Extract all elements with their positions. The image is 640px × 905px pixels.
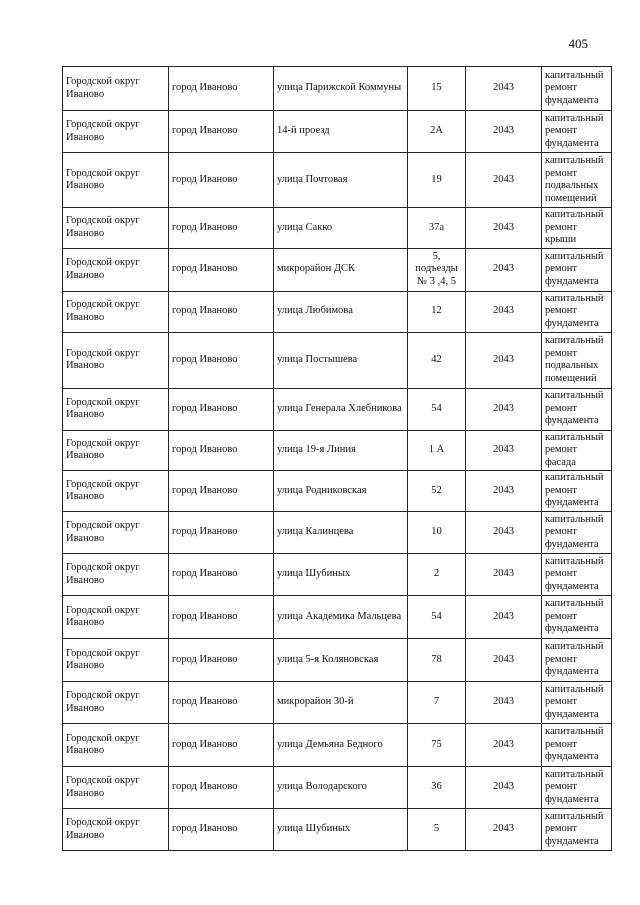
year-cell: 2043 — [466, 596, 542, 639]
table-row — [63, 554, 612, 596]
city-cell: город Иваново — [169, 639, 274, 682]
year-cell: 2043 — [466, 332, 542, 388]
street-cell: микрорайон ДСК — [274, 248, 408, 291]
street-cell: улица Шубиных — [274, 554, 408, 596]
work-type-cell: капитальный ремонт фундамента — [542, 512, 612, 554]
municipality-cell: Городской округ Иваново — [63, 208, 169, 249]
year-cell: 2043 — [466, 809, 542, 851]
city-cell: город Иваново — [169, 430, 274, 471]
table-row — [63, 291, 612, 332]
table-row — [63, 248, 612, 291]
city-cell: город Иваново — [169, 291, 274, 332]
street-cell: микрорайон 30-й — [274, 682, 408, 724]
municipality-cell: Городской округ Иваново — [63, 111, 169, 153]
house-number-cell: 12 — [408, 291, 466, 332]
work-type-cell: капитальный ремонт фундамента — [542, 767, 612, 809]
house-number-cell: 36 — [408, 767, 466, 809]
house-number-cell: 2 — [408, 554, 466, 596]
year-cell: 2043 — [466, 430, 542, 471]
work-type-cell: капитальный ремонт подвальных помещений — [542, 332, 612, 388]
table-row — [63, 512, 612, 554]
house-number-cell: 52 — [408, 471, 466, 512]
table-row — [63, 809, 612, 851]
municipality-cell: Городской округ Иваново — [63, 596, 169, 639]
municipality-cell: Городской округ Иваново — [63, 67, 169, 111]
table-row — [63, 67, 612, 111]
work-type-cell: капитальный ремонт фундамента — [542, 809, 612, 851]
year-cell: 2043 — [466, 248, 542, 291]
year-cell: 2043 — [466, 67, 542, 111]
year-cell: 2043 — [466, 682, 542, 724]
year-cell: 2043 — [466, 724, 542, 767]
municipality-cell: Городской округ Иваново — [63, 512, 169, 554]
table-row — [63, 332, 612, 388]
house-number-cell: 54 — [408, 388, 466, 430]
city-cell: город Иваново — [169, 153, 274, 208]
city-cell: город Иваново — [169, 471, 274, 512]
city-cell: город Иваново — [169, 724, 274, 767]
house-number-cell: 37а — [408, 208, 466, 249]
work-type-cell: капитальный ремонт фундамента — [542, 471, 612, 512]
table-row — [63, 388, 612, 430]
street-cell: улица Демьяна Бедного — [274, 724, 408, 767]
table-row — [63, 596, 612, 639]
street-cell: улица Сакко — [274, 208, 408, 249]
work-type-cell: капитальный ремонт фундамента — [542, 291, 612, 332]
street-cell: улица 5-я Коляновская — [274, 639, 408, 682]
house-number-cell: 1 А — [408, 430, 466, 471]
municipality-cell: Городской округ Иваново — [63, 471, 169, 512]
street-cell: улица Калинцева — [274, 512, 408, 554]
page-number: 405 — [568, 36, 588, 51]
year-cell: 2043 — [466, 291, 542, 332]
city-cell: город Иваново — [169, 208, 274, 249]
city-cell: город Иваново — [169, 111, 274, 153]
street-cell: 14-й проезд — [274, 111, 408, 153]
house-number-cell: 2А — [408, 111, 466, 153]
municipality-cell: Городской округ Иваново — [63, 430, 169, 471]
work-type-cell: капитальный ремонт фасада — [542, 430, 612, 471]
repair-schedule-table — [62, 66, 612, 851]
city-cell: город Иваново — [169, 512, 274, 554]
house-number-cell: 5, подъезды № 3 ,4, 5 — [408, 248, 466, 291]
work-type-cell: капитальный ремонт фундамента — [542, 67, 612, 111]
street-cell: улица Почтовая — [274, 153, 408, 208]
house-number-cell: 75 — [408, 724, 466, 767]
municipality-cell: Городской округ Иваново — [63, 724, 169, 767]
street-cell: улица Постышева — [274, 332, 408, 388]
work-type-cell: капитальный ремонт фундамента — [542, 554, 612, 596]
street-cell: улица 19-я Линия — [274, 430, 408, 471]
municipality-cell: Городской округ Иваново — [63, 388, 169, 430]
year-cell: 2043 — [466, 512, 542, 554]
municipality-cell: Городской округ Иваново — [63, 767, 169, 809]
year-cell: 2043 — [466, 767, 542, 809]
street-cell: улица Академика Мальцева — [274, 596, 408, 639]
table-row — [63, 767, 612, 809]
city-cell: город Иваново — [169, 248, 274, 291]
year-cell: 2043 — [466, 554, 542, 596]
table-row — [63, 471, 612, 512]
work-type-cell: капитальный ремонт подвальных помещений — [542, 153, 612, 208]
municipality-cell: Городской округ Иваново — [63, 639, 169, 682]
house-number-cell: 15 — [408, 67, 466, 111]
house-number-cell: 78 — [408, 639, 466, 682]
city-cell: город Иваново — [169, 682, 274, 724]
municipality-cell: Городской округ Иваново — [63, 554, 169, 596]
work-type-cell: капитальный ремонт фундамента — [542, 639, 612, 682]
street-cell: улица Шубиных — [274, 809, 408, 851]
table-row — [63, 682, 612, 724]
city-cell: город Иваново — [169, 67, 274, 111]
city-cell: город Иваново — [169, 596, 274, 639]
year-cell: 2043 — [466, 388, 542, 430]
municipality-cell: Городской округ Иваново — [63, 248, 169, 291]
street-cell: улица Любимова — [274, 291, 408, 332]
work-type-cell: капитальный ремонт фундамента — [542, 724, 612, 767]
house-number-cell: 10 — [408, 512, 466, 554]
municipality-cell: Городской округ Иваново — [63, 153, 169, 208]
year-cell: 2043 — [466, 208, 542, 249]
house-number-cell: 7 — [408, 682, 466, 724]
street-cell: улица Парижской Коммуны — [274, 67, 408, 111]
municipality-cell: Городской округ Иваново — [63, 809, 169, 851]
table-row — [63, 153, 612, 208]
municipality-cell: Городской округ Иваново — [63, 291, 169, 332]
city-cell: город Иваново — [169, 554, 274, 596]
city-cell: город Иваново — [169, 809, 274, 851]
municipality-cell: Городской округ Иваново — [63, 332, 169, 388]
year-cell: 2043 — [466, 639, 542, 682]
table-row — [63, 111, 612, 153]
work-type-cell: капитальный ремонт фундамента — [542, 388, 612, 430]
work-type-cell: капитальный ремонт фундамента — [542, 596, 612, 639]
work-type-cell: капитальный ремонт фундамента — [542, 248, 612, 291]
city-cell: город Иваново — [169, 767, 274, 809]
street-cell: улица Родниковская — [274, 471, 408, 512]
city-cell: город Иваново — [169, 332, 274, 388]
table-row — [63, 430, 612, 471]
house-number-cell: 54 — [408, 596, 466, 639]
street-cell: улица Володарского — [274, 767, 408, 809]
table-row — [63, 208, 612, 249]
work-type-cell: капитальный ремонт фундамента — [542, 682, 612, 724]
table-row — [63, 639, 612, 682]
work-type-cell: капитальный ремонт крыши — [542, 208, 612, 249]
work-type-cell: капитальный ремонт фундамента — [542, 111, 612, 153]
house-number-cell: 42 — [408, 332, 466, 388]
house-number-cell: 5 — [408, 809, 466, 851]
table-row — [63, 724, 612, 767]
city-cell: город Иваново — [169, 388, 274, 430]
municipality-cell: Городской округ Иваново — [63, 682, 169, 724]
year-cell: 2043 — [466, 111, 542, 153]
house-number-cell: 19 — [408, 153, 466, 208]
year-cell: 2043 — [466, 471, 542, 512]
year-cell: 2043 — [466, 153, 542, 208]
street-cell: улица Генерала Хлебникова — [274, 388, 408, 430]
